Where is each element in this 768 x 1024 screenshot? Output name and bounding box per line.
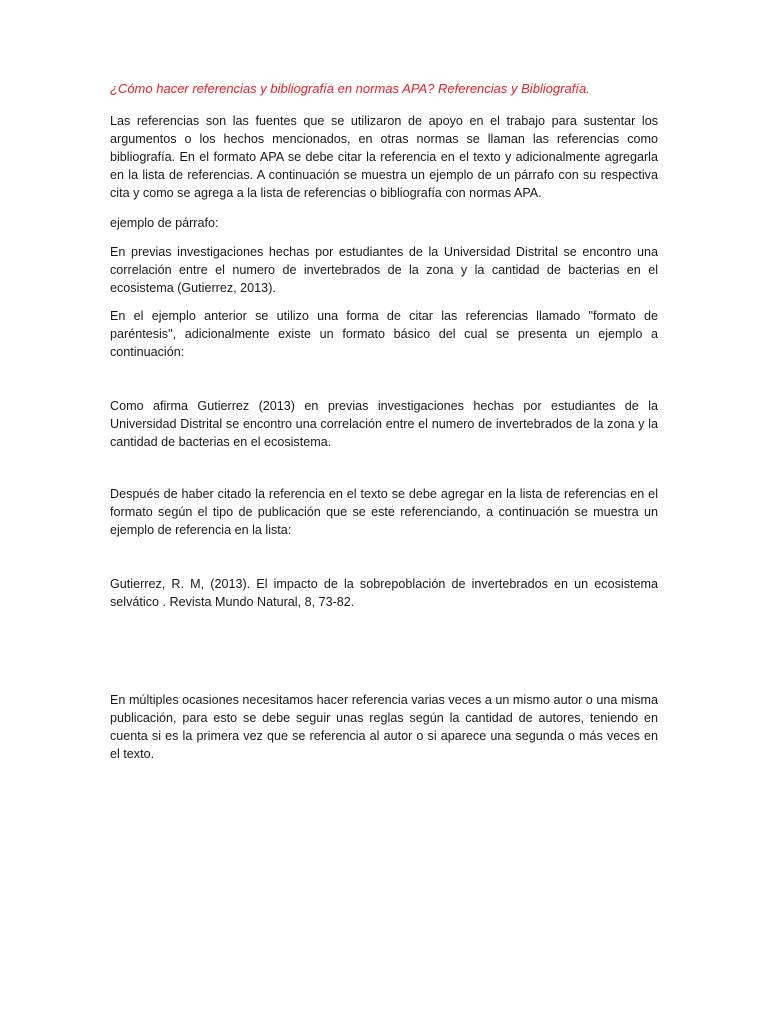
explanation-paragraph: En el ejemplo anterior se utilizo una forma de citar las referencias llamado "formato de paréntesis", adicionalmente existe un formato básico del cual se presenta un ejemplo a continuación:: [110, 309, 658, 359]
reference-entry: Gutierrez, R. M, (2013). El impacto de la sobrepoblación de invertebrados en un ecosistema selvático . Revista Mundo Natural, 8, 73-82.: [110, 577, 658, 609]
basic-format-paragraph: Como afirma Gutierrez (2013) en previas investigaciones hechas por estudiantes de la Universidad Distrital se encontro una correlación entre el numero de invertebrados de la zona y la cantidad de bacterias en el ecosistema.: [110, 399, 658, 449]
document-title: ¿Cómo hacer referencias y bibliografía en normas APA? Referencias y Bibliografía.: [110, 81, 590, 96]
multiple-citations-paragraph: En múltiples ocasiones necesitamos hacer referencia varias veces a un mismo autor o una misma publicación, para esto se debe seguir unas reglas según la cantidad de autores, teniendo en cuenta si es la primera vez que se referencia al autor o si aparece una segunda o más veces en el texto.: [110, 693, 658, 761]
document-page: [110, 80, 658, 763]
reference-list-paragraph: Después de haber citado la referencia en el texto se debe agregar en la lista de referencias en el formato según el tipo de publicación que se este referenciando, a continuación se muestra un ejemplo de referencia en la lista:: [110, 487, 658, 537]
example-heading: ejemplo de párrafo:: [110, 216, 219, 230]
example-paragraph: En previas investigaciones hechas por estudiantes de la Universidad Distrital se encontro una correlación entre el numero de invertebrados de la zona y la cantidad de bacterias en el ecosistema (Gutierrez, 2013).: [110, 245, 658, 295]
intro-paragraph: Las referencias son las fuentes que se utilizaron de apoyo en el trabajo para sustentar los argumentos o los hechos mencionados, en otras normas se llaman las referencias como bibliografía. En el formato APA se debe citar la referencia en el texto y adicionalmente agregarla en la lista de referencias. A continuación se muestra un ejemplo de un párrafo con su respectiva cita y como se agrega a la lista de referencias o bibliografía con normas APA.: [110, 114, 658, 200]
